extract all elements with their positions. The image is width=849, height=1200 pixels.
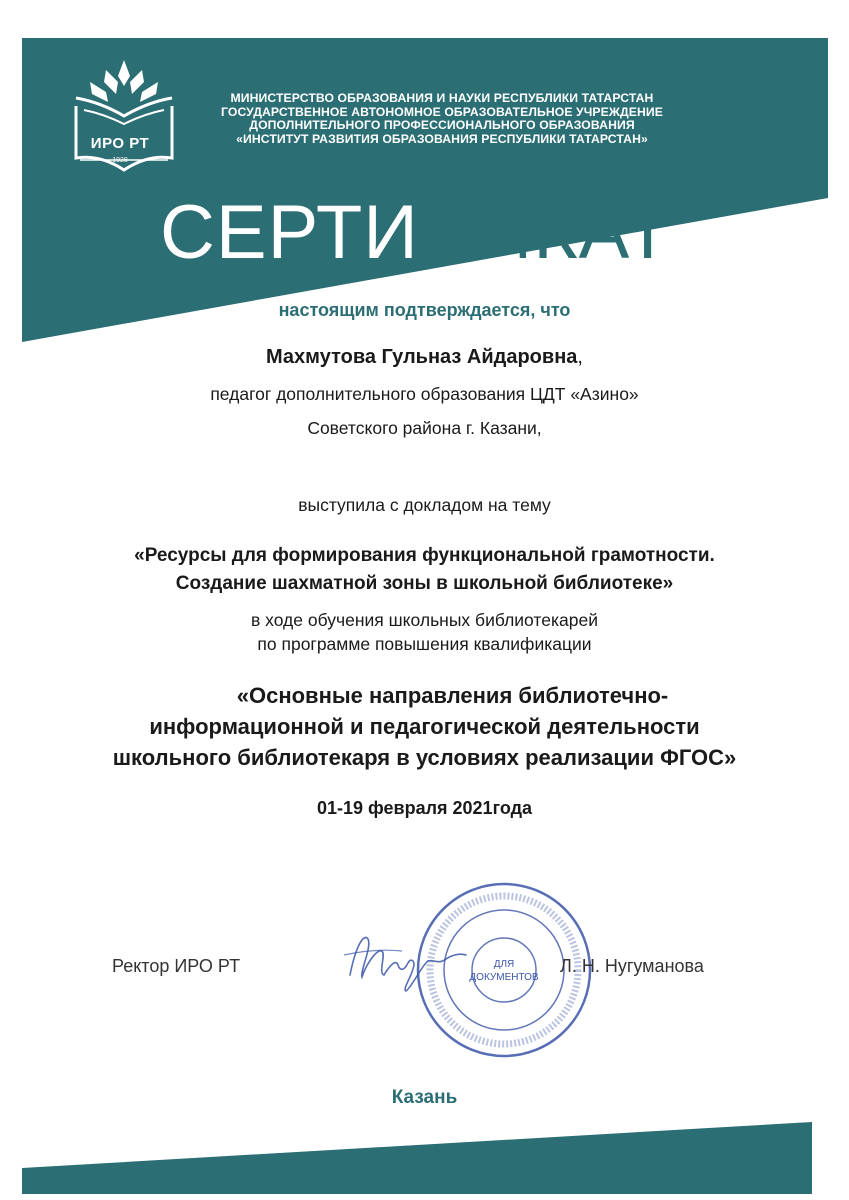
stamp-center-line1: ДЛЯ xyxy=(493,959,515,970)
program-line: информационной и педагогической деятельности xyxy=(149,714,700,739)
program-title xyxy=(40,680,809,773)
confirmation-text: настоящим подтверждается, что xyxy=(278,300,571,320)
action-text: выступила с докладом на тему xyxy=(298,495,551,515)
stamp-center-line2: ДОКУМЕНТОВ xyxy=(469,972,539,983)
signer-role: Ректор ИРО РТ xyxy=(112,956,241,976)
org-line: МИНИСТЕРСТВО ОБРАЗОВАНИЯ И НАУКИ РЕСПУБЛИКИ ТАТАРСТАН xyxy=(230,91,654,105)
topic-line: Создание шахматной зоны в школьной библиотеке» xyxy=(175,573,674,594)
recipient-district: Советского района г. Казани, xyxy=(307,418,542,438)
organization-name xyxy=(192,92,692,146)
recipient-name xyxy=(0,346,849,369)
context-line: по программе повышения квалификации xyxy=(257,634,592,654)
topic-line: «Ресурсы для формирования функциональной грамотности. xyxy=(134,545,715,566)
certificate-title xyxy=(160,188,672,278)
program-line: «Основные направления библиотечно- xyxy=(236,683,669,708)
program-line: школьного библиотекаря в условиях реализации ФГОС» xyxy=(112,745,737,770)
footer-band xyxy=(0,1110,849,1200)
logo-label: ИРО РТ xyxy=(90,135,150,152)
signer-name: Л. Н. Нугуманова xyxy=(560,956,704,976)
event-date: 01-19 февраля 2021года xyxy=(316,798,533,818)
handwritten-signature xyxy=(342,925,472,995)
org-line: ГОСУДАРСТВЕННОЕ АВТОНОМНОЕ ОБРАЗОВАТЕЛЬНОЕ УЧРЕЖДЕНИЕ xyxy=(221,104,663,119)
title-part-white: СЕРТИ xyxy=(160,190,419,275)
org-line: ДОПОЛНИТЕЛЬНОГО ПРОФЕССИОНАЛЬНОГО ОБРАЗОВАНИЯ xyxy=(249,118,635,132)
recipient-name-comma: , xyxy=(577,346,583,368)
city-name: Казань xyxy=(391,1087,458,1108)
context-line: в ходе обучения школьных библиотекарей xyxy=(251,610,598,630)
title-part-dark: ФИКАТ xyxy=(418,190,672,275)
logo-year: 1928 xyxy=(112,157,128,164)
org-line: «ИНСТИТУТ РАЗВИТИЯ ОБРАЗОВАНИЯ РЕСПУБЛИКИ ТАТАРСТАН» xyxy=(236,131,648,146)
recipient-position: педагог дополнительного образования ЦДТ «Азино» xyxy=(210,384,639,404)
recipient-name-text: Махмутова Гульназ Айдаровна xyxy=(266,346,578,368)
